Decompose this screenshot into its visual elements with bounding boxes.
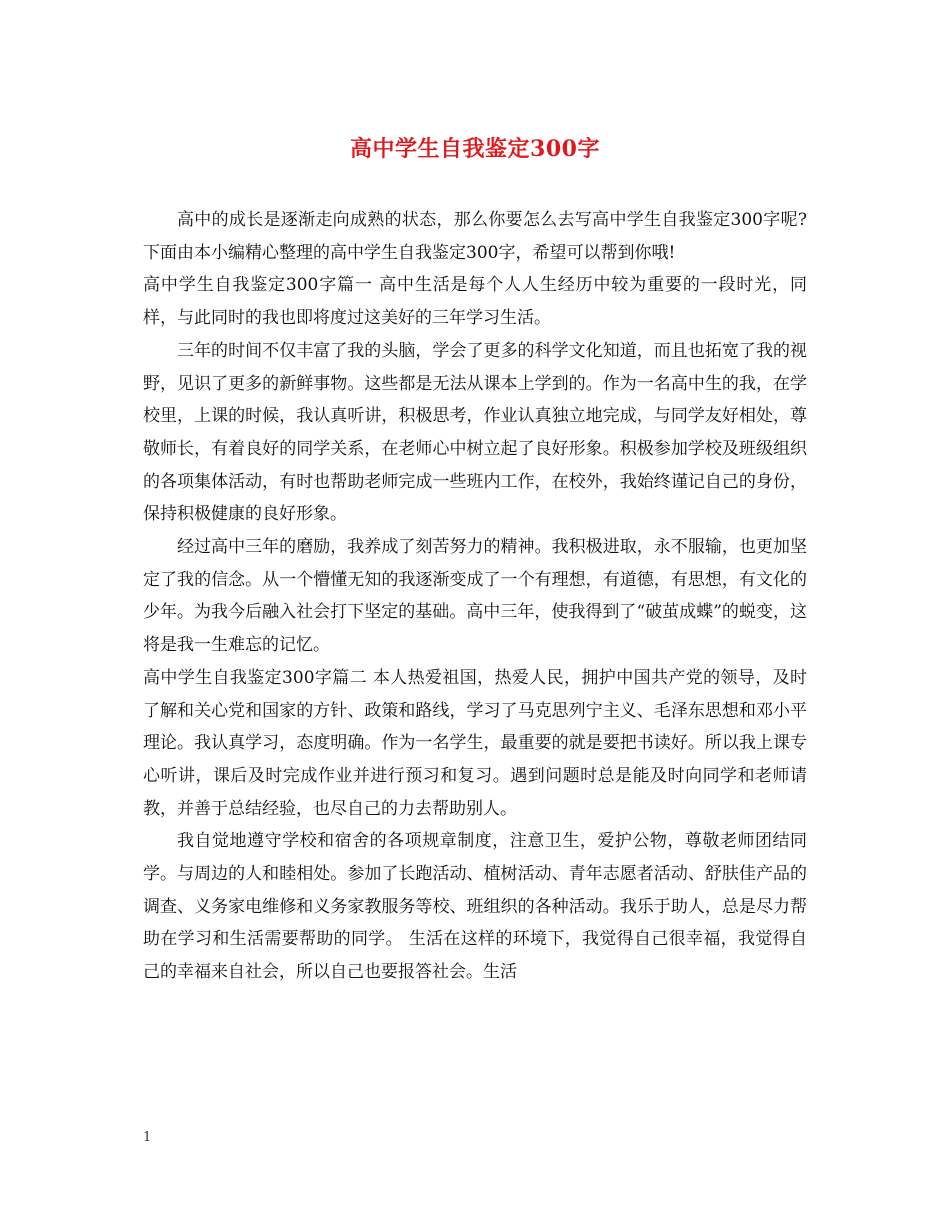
section-two-lead-paragraph: [143, 662, 807, 826]
section-two-heading: 高中学生自我鉴定300字篇二: [143, 667, 368, 688]
page-number: 1: [143, 1130, 152, 1145]
intro-paragraph: 高中的成长是逐渐走向成熟的状态，那么你要怎么去写高中学生自我鉴定300字呢?下面由本小编精心整理的高中学生自我鉴定300字，希望可以帮到你哦!: [143, 210, 807, 263]
section-one-heading: 高中学生自我鉴定300字篇一: [143, 275, 373, 296]
section-two-lead: 本人热爱祖国，热爱人民，拥护中国共产党的领导，及时了解和关心党和国家的方针、政策和路线，学习了马克思列宁主义、毛泽东思想和邓小平理论。我认真学习，态度明确。作为一名学生，最重要的就是要把书读好。所以我上课专心听讲，课后及时完成作业并进行预习和复习。遇到问题时总是能及时向同学和老师请教，并善于总结经验，也尽自己的力去帮助别人。: [143, 667, 808, 819]
section-one-lead-paragraph: [143, 269, 807, 334]
section-one-paragraph-1: 三年的时间不仅丰富了我的头脑，学会了更多的科学文化知道，而且也拓宽了我的视野，见识了更多的新鲜事物。这些都是无法从课本上学到的。作为一名高中生的我，在学校里，上课的时候，我认真听讲，积极思考，作业认真独立地完成，与同学友好相处，尊敬师长，有着良好的同学关系，在老师心中树立起了良好形象。积极参加学校及班级组织的各项集体活动，有时也帮助老师完成一些班内工作，在校外，我始终谨记自己的身份，保持积极健康的良好形象。: [143, 340, 807, 525]
page-title: 高中学生自我鉴定300字: [350, 136, 600, 162]
document-body: [143, 204, 807, 989]
section-one-paragraph-2: 经过高中三年的磨励，我养成了刻苦努力的精神。我积极进取，永不服输，也更加坚定了我的信念。从一个懵懂无知的我逐渐变成了一个有理想，有道德，有思想，有文化的少年。为我今后融入社会打下坚定的基础。高中三年，使我得到了“破茧成蝶”的蜕变，这将是我一生难忘的记忆。: [143, 537, 807, 656]
section-one-lead: 高中生活是每个人人生经历中较为重要的一段时光，同样，与此同时的我也即将度过这美好的三年学习生活。: [143, 275, 808, 329]
section-two-paragraph-1: 我自觉地遵守学校和宿舍的各项规章制度，注意卫生，爱护公物，尊敬老师团结同学。与周边的人和睦相处。参加了长跑活动、植树活动、青年志愿者活动、舒肤佳产品的调查、义务家电维修和义务家教服务等校、班组织的各种活动。我乐于助人，总是尽力帮助在学习和生活需要帮助的同学。 生活在这样的环境下，我觉得自己很幸福，我觉得自己的幸福来自社会，所以自己也要报答社会。生活: [143, 831, 807, 983]
